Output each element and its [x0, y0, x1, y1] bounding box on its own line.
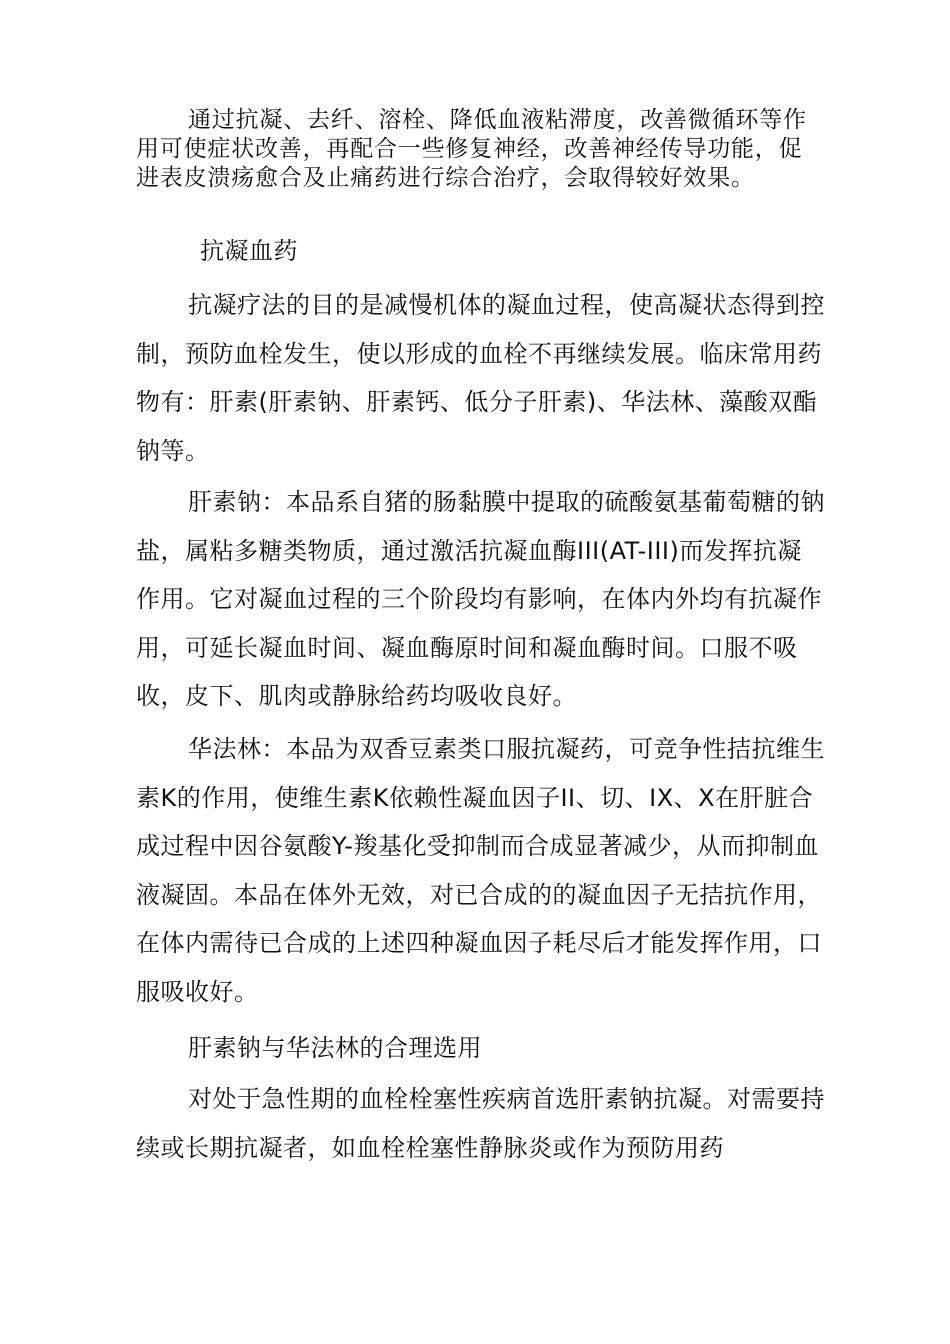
paragraph-heparin-sodium: 肝素钠：本品系自猪的肠黏膜中提取的硫酸氨基葡萄糖的钠盐，属粘多糖类物质，通过激活抗凝血酶III(AT-III)而发挥抗凝作用。它对凝血过程的三个阶段均有影响，在体内外均有抗凝作用，可延长凝血时间、凝血酶原时间和凝血酶时间。口服不吸收，皮下、肌肉或静脉给药均吸收良好。	[136, 488, 825, 710]
paragraph-anticoagulant-therapy: 抗凝疗法的目的是减慢机体的凝血过程，使高凝状态得到控制，预防血栓发生，使以形成的血栓不再继续发展。临床常用药物有：肝素(肝素钠、肝素钙、低分子肝素)、华法林、藻酸双酯钠等。	[136, 291, 825, 465]
paragraph-warfarin: 华法林：本品为双香豆素类口服抗凝药，可竞争性拮抗维生素K的作用，使维生素K依赖性凝血因子II、切、IX、X在肝脏合成过程中因谷氨酸Y-羧基化受抑制而合成显著减少，从而抑制血液凝固。本品在体外无效，对已合成的的凝血因子无拮抗作用，在体内需待已合成的上述四种凝血因子耗尽后才能发挥作用，口服吸收好。	[136, 735, 825, 1006]
intro-paragraph: 通过抗凝、去纤、溶栓、降低血液粘滞度，改善微循环等作用可使症状改善，再配合一些修复神经，改善神经传导功能，促进表皮溃疡愈合及止痛药进行综合治疗，会取得较好效果。	[136, 107, 807, 191]
paragraph-drug-selection: 对处于急性期的血栓栓塞性疾病首选肝素钠抗凝。对需要持续或长期抗凝者，如血栓栓塞性静脉炎或作为预防用药	[136, 1085, 825, 1162]
heading-anticoagulant: 抗凝血药	[200, 237, 298, 265]
heading-drug-selection: 肝素钠与华法林的合理选用	[188, 1034, 482, 1062]
